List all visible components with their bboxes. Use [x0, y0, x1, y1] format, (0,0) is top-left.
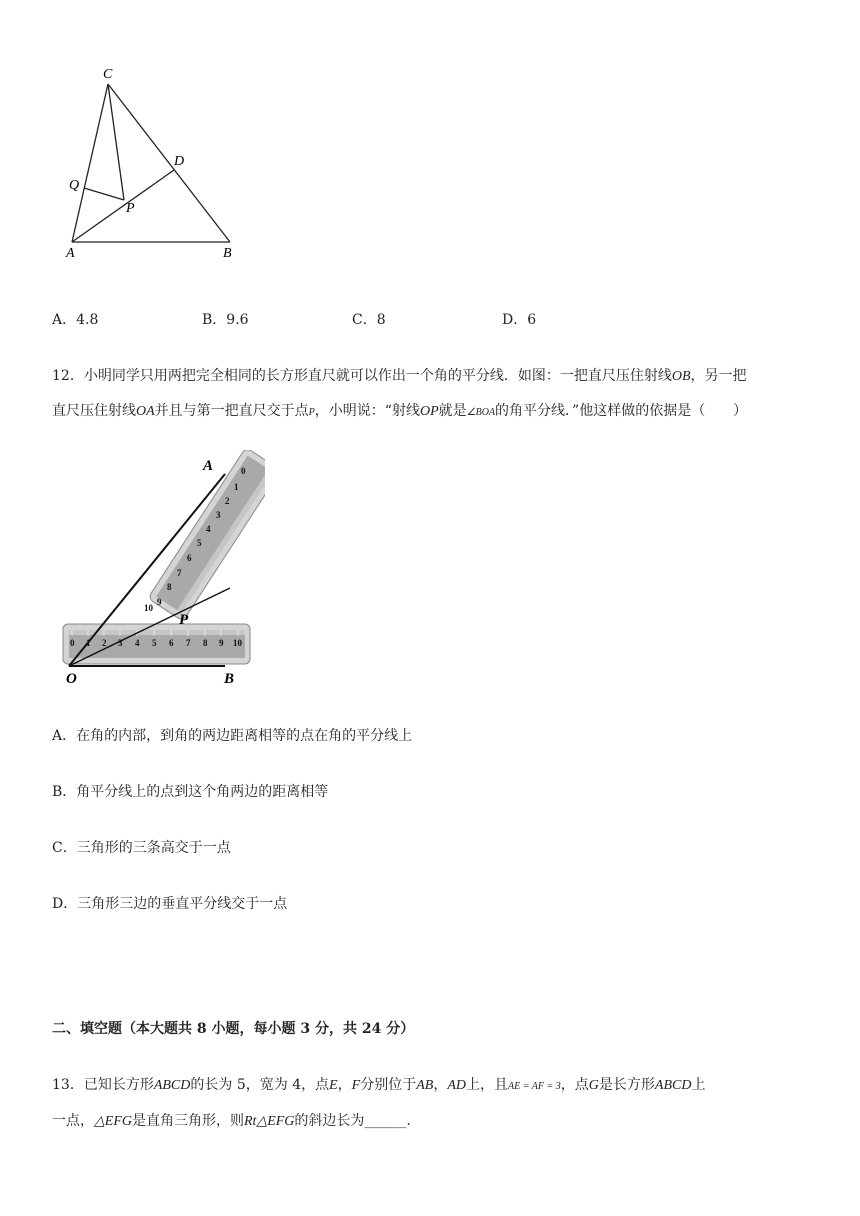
q12-option-c[interactable]: C．三角形的三条高交于一点: [52, 840, 231, 856]
q11-option-d[interactable]: D．6: [502, 312, 537, 328]
label-q: Q: [69, 178, 80, 193]
svg-text:6: 6: [169, 638, 174, 648]
q12-option-d[interactable]: D．三角形三边的垂直平分线交于一点: [52, 896, 288, 912]
svg-text:7: 7: [177, 568, 182, 578]
tilted-ruler: [148, 450, 265, 621]
svg-text:5: 5: [152, 638, 157, 648]
q12-line2: 直尺压住射线OA并且与第一把直尺交于点P，小明说：“射线OP就是∠BOA的角平分线．”他这样做的依据是（ ）: [52, 403, 748, 419]
q13-line1: 13．已知长方形ABCD的长为 5，宽为 4，点E，F分别位于AB，AD上，且AE = AF = 3，点G是长方形ABCD上: [52, 1077, 706, 1093]
ruler-figure: [55, 450, 265, 690]
svg-text:3: 3: [216, 510, 221, 520]
label-a: A: [66, 246, 75, 261]
q12-line1: 12．小明同学只用两把完全相同的长方形直尺就可以作出一个角的平分线．如图：一把直尺压住射线OB，另一把: [52, 368, 747, 384]
section-heading: 二、填空题（本大题共 8 小题，每小题 3 分，共 24 分）: [52, 1021, 415, 1037]
horizontal-ruler: [63, 624, 250, 664]
q12-option-a[interactable]: A．在角的内部，到角的两边距离相等的点在角的平分线上: [52, 728, 413, 744]
q11-option-b[interactable]: B．9.6: [202, 312, 249, 328]
svg-text:10: 10: [144, 603, 153, 613]
svg-text:4: 4: [206, 524, 211, 534]
label-b: B: [223, 246, 232, 261]
label-p: P: [126, 201, 135, 216]
svg-text:4: 4: [135, 638, 140, 648]
label-c: C: [103, 67, 113, 82]
svg-text:5: 5: [197, 538, 202, 548]
svg-text:9: 9: [157, 597, 162, 607]
svg-text:10: 10: [233, 638, 242, 648]
svg-text:9: 9: [219, 638, 224, 648]
svg-text:8: 8: [167, 582, 172, 592]
svg-text:2: 2: [102, 638, 107, 648]
label-p: P: [179, 612, 189, 628]
q13-line2: 一点，△EFG是直角三角形，则Rt△EFG的斜边长为______.: [52, 1113, 411, 1129]
svg-text:1: 1: [86, 638, 91, 648]
svg-text:0: 0: [70, 638, 75, 648]
label-o: O: [66, 671, 77, 687]
q12-option-b[interactable]: B．角平分线上的点到这个角两边的距离相等: [52, 784, 329, 800]
svg-text:3: 3: [118, 638, 123, 648]
segment-ad: [72, 170, 174, 242]
segment-cb: [108, 84, 230, 242]
q11-option-a[interactable]: A．4.8: [52, 312, 99, 328]
segment-ca: [72, 84, 108, 242]
svg-text:1: 1: [234, 482, 239, 492]
label-d: D: [174, 154, 185, 169]
segment-qp: [84, 188, 124, 200]
label-a: A: [203, 458, 214, 474]
svg-text:2: 2: [225, 496, 230, 506]
answer-blank[interactable]: ______: [364, 1113, 407, 1129]
svg-text:0: 0: [241, 466, 246, 476]
label-b: B: [224, 671, 235, 687]
q11-option-c[interactable]: C．8: [352, 312, 386, 328]
svg-text:6: 6: [187, 553, 192, 563]
svg-text:8: 8: [203, 638, 208, 648]
triangle-figure: [60, 62, 260, 272]
svg-text:7: 7: [186, 638, 191, 648]
